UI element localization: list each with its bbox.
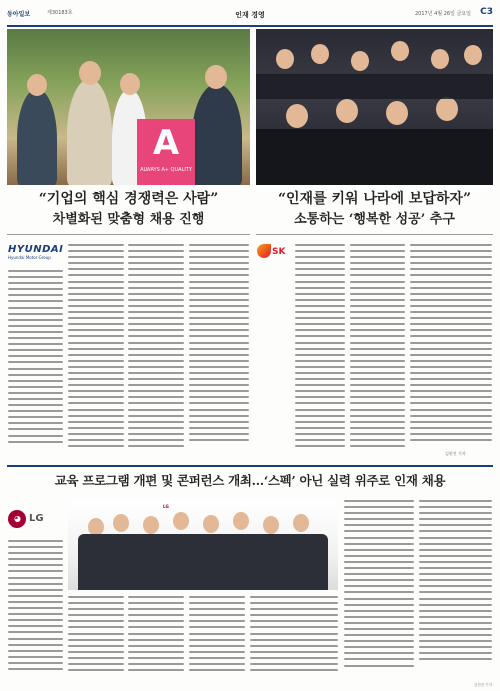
- person-figure: [17, 89, 57, 185]
- left-headline-sub: 차별화된 맞춤형 채용 진행: [52, 212, 205, 227]
- issue-number: 제30183호: [47, 10, 73, 16]
- person-figure: [192, 84, 242, 185]
- right-headline-sub: 소통하는 ‘행복한 성공’ 추구: [294, 212, 455, 227]
- bottom-byline: 김현진 기자: [473, 683, 492, 687]
- bottom-article-col-7: [419, 500, 492, 665]
- person-head: [263, 516, 279, 534]
- hyundai-logo-word: HYUNDAI: [8, 244, 64, 255]
- person-head: [143, 516, 159, 534]
- lg-logo: [8, 510, 48, 532]
- person-head: [120, 73, 140, 95]
- bottom-article-col-1: [8, 540, 63, 674]
- photo-lg-conference: [68, 500, 338, 590]
- bottom-article-col-3: [128, 596, 184, 675]
- person-head: [386, 101, 408, 125]
- bottom-article-col-4: [189, 596, 245, 675]
- person-head: [173, 512, 189, 530]
- hyundai-logo: [8, 244, 64, 260]
- lg-tag: LG: [163, 504, 169, 509]
- person-head: [336, 99, 358, 123]
- bottom-article-col-6: [344, 500, 414, 671]
- issue-date: 2017년 4월 26일 금요일: [414, 11, 471, 17]
- photo-hyundai-employees: [7, 29, 250, 185]
- bottom-article-col-2: [68, 596, 124, 675]
- lg-face-icon: ◕: [8, 510, 26, 528]
- right-article-col-1: [295, 244, 345, 451]
- sk-wing-icon: [257, 244, 271, 258]
- sign-letter: A: [152, 123, 180, 163]
- lg-logo-text: LG: [29, 513, 44, 524]
- person-head: [286, 104, 308, 128]
- left-article-col-3: [128, 244, 184, 451]
- page-header: [7, 7, 493, 27]
- person-head: [79, 61, 101, 85]
- right-article-byline: 김현진 기자: [445, 451, 466, 456]
- person-head: [113, 514, 129, 532]
- person-head: [293, 514, 309, 532]
- left-article-col-1: [8, 270, 63, 447]
- right-article-col-2: [350, 244, 405, 451]
- suits-row: [256, 74, 493, 99]
- person-head: [233, 512, 249, 530]
- page-number: C3: [480, 7, 493, 17]
- person-head: [391, 41, 409, 61]
- divider: [256, 234, 493, 235]
- bottom-divider: [7, 465, 493, 467]
- bottom-article-col-5: [250, 596, 338, 675]
- right-headline-main: “인재를 키워 나라에 보답하자”: [277, 191, 471, 207]
- left-article-col-4: [189, 244, 249, 445]
- person-head: [464, 45, 482, 65]
- hyundai-logo-sub: Hyundai Motor Group: [8, 255, 51, 260]
- bottom-headline: 교육 프로그램 개편 및 콘퍼런스 개최…‘스펙’ 아닌 실력 위주로 인재 채용: [54, 473, 446, 488]
- masthead: 동아일보: [7, 11, 31, 18]
- person-figure: [67, 79, 112, 185]
- person-head: [276, 49, 294, 69]
- person-head: [27, 74, 47, 96]
- sk-logo: [256, 244, 292, 268]
- person-head: [203, 515, 219, 533]
- left-article-col-2: [68, 244, 124, 451]
- right-article-col-3: [410, 244, 492, 445]
- person-head: [205, 65, 227, 89]
- pink-sign: [137, 119, 195, 185]
- divider: [7, 234, 250, 235]
- person-head: [436, 97, 458, 121]
- person-head: [431, 49, 449, 69]
- person-head: [311, 44, 329, 64]
- sk-logo-text: SK: [272, 247, 286, 257]
- photo-sk-employees: [256, 29, 493, 185]
- suits-row: [256, 129, 493, 185]
- left-headline-main: “기업의 핵심 경쟁력은 사람”: [38, 191, 219, 207]
- section-title: 인재 경영: [235, 11, 265, 19]
- person-head: [351, 51, 369, 71]
- suits-row: [78, 534, 328, 590]
- sign-text: ALWAYS A+ QUALITY: [140, 167, 192, 173]
